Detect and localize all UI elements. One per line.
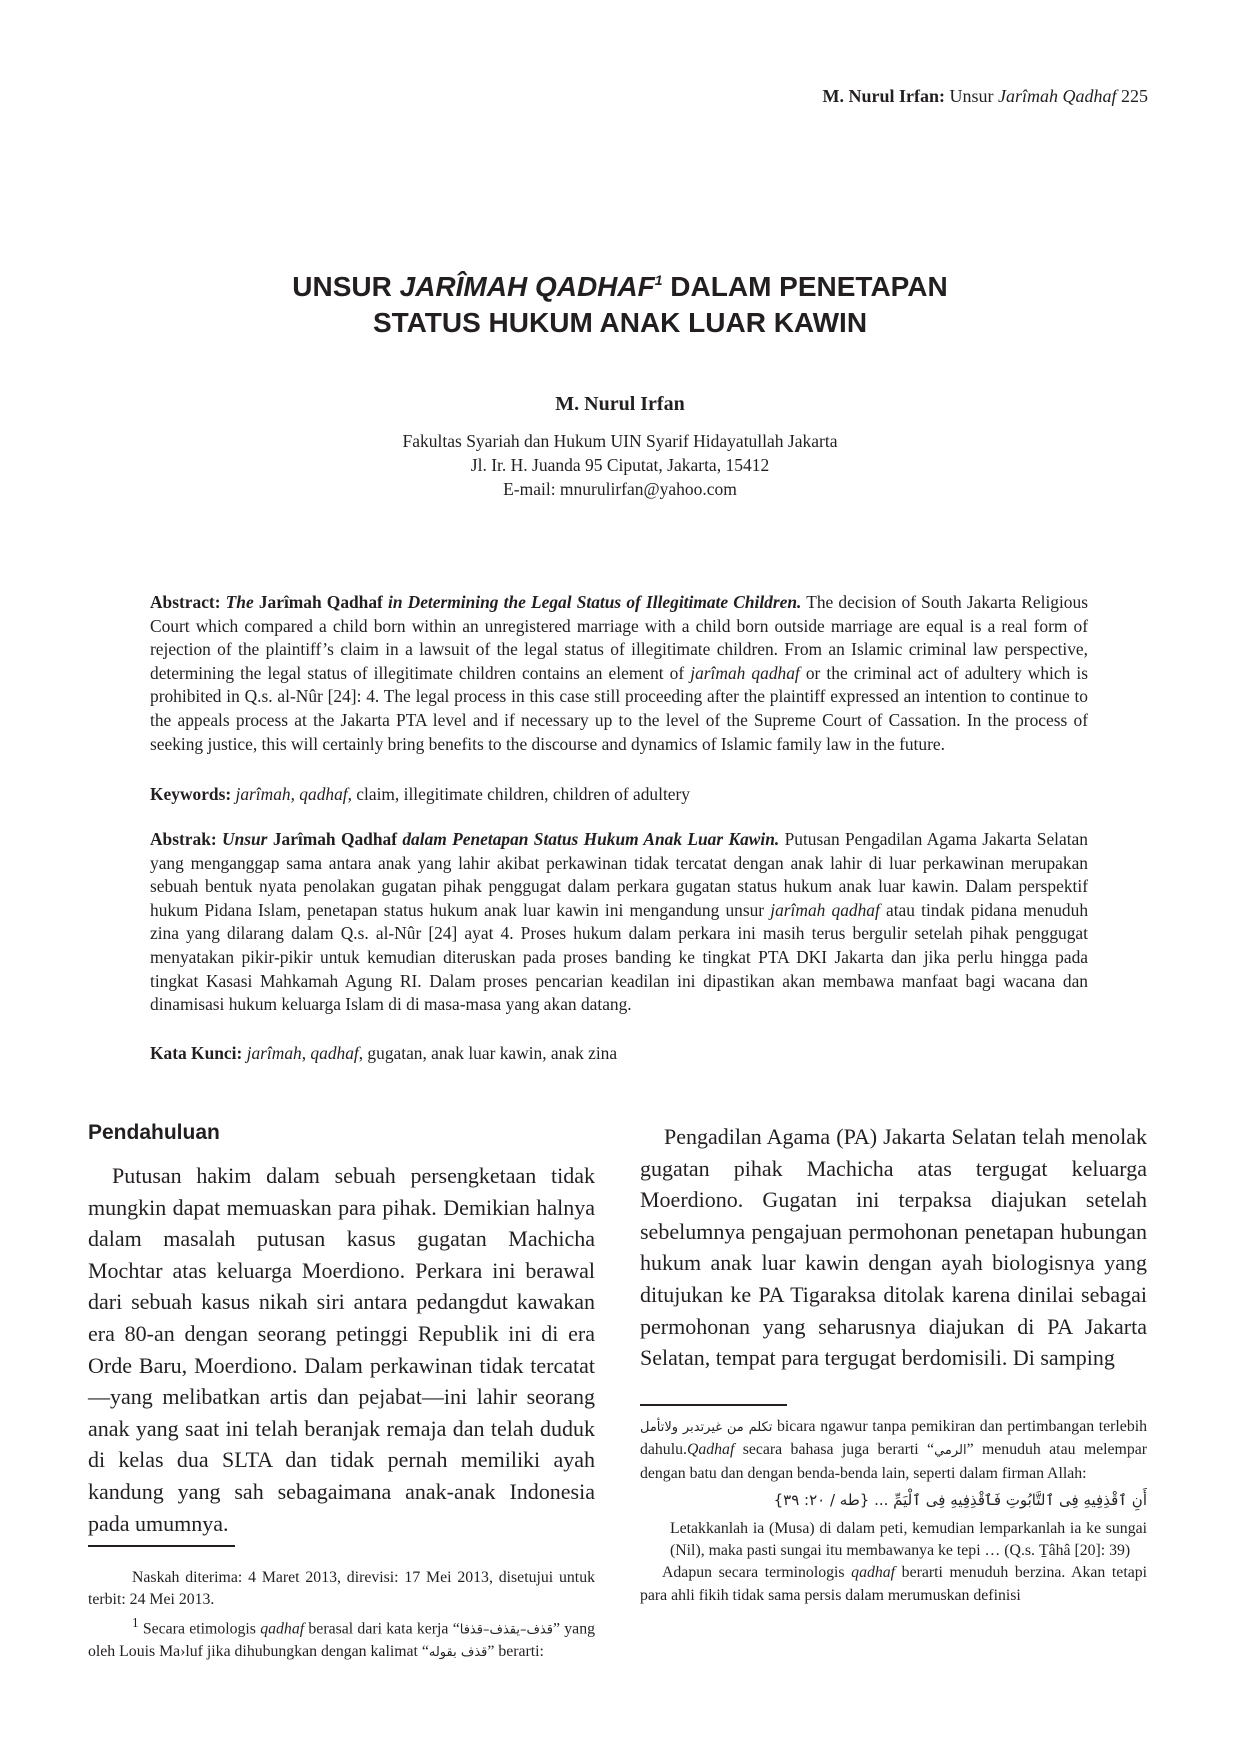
footnote-line-3: ” menuduh atau melempar dengan batu dan dengan benda-benda lain, seperti dalam firman Allah: — [640, 1441, 1148, 1482]
email: E-mail: mnurulirfan@yahoo.com — [503, 479, 737, 499]
affiliation: Fakultas Syariah dan Hukum UIN Syarif Hidayatullah Jakarta — [402, 431, 838, 451]
abstrak-text-2: atau tindak pidana menuduh zina yang dilarang dalam Q.s. al-Nûr [24] ayat 4. Proses hukum dalam perkara ini masih terus bergulir setelah pihak penggugat menyatakan pikir-pikir untuk kemudian diteruskan pada proses banding ke tingkat PTA DKI Jakarta dan jika perlu hingga pada tingkat Kasasi Mahkamah Agung RI. Dalam proses pencarian keadilan ini dipastikan akan membawa manfaat bagi wacana dan dinamisasi hukum keluarga Islam di di masa-masa yang akan datang. — [150, 899, 1089, 1015]
quran-verse: أَنِ ٱقْذِفِيهِ فِى ٱلتَّابُوتِ فَٱقْذِفِيهِ فِى ٱلْيَمِّ ... {طه / ٢٠: ٣٩} — [773, 1491, 1147, 1510]
footnote-rule-right — [640, 1404, 787, 1406]
abstract-text-2: or the criminal act of adultery which is prohibited in Q.s. al-Nûr [24]: 4. The legal process in this case still proceeding after the plaintiff expressed an intention to continue to the appeals process at the Jakarta PTA level and if necessary up to the level of the Supreme Court of Cassation. In the process of seeking justice, this will certainly bring benefits to the discourse and dynamics of Islamic family law in the future. — [150, 662, 1088, 754]
keywords-rest: claim, illegitimate children, children of adultery — [351, 784, 690, 804]
abstract-title-italic-1: The — [225, 592, 254, 612]
keyword-2: qadhaf, — [299, 784, 352, 804]
footnote-1-text-c: ” yang oleh Louis Ma›luf jika dihubungkan dengan kalimat “ — [88, 1620, 595, 1661]
abstract-en — [150, 591, 1088, 756]
footnote-1-text-a: Secara etimologis — [138, 1620, 261, 1638]
abstract-label: Abstract: — [150, 592, 221, 612]
abstract-title-italic-2: in Determining the Legal Status of Illegitimate Children. — [388, 592, 802, 612]
keywords — [150, 783, 1088, 807]
received-note: Naskah diterima: 4 Maret 2013, direvisi: 17 Mei 2013, disetujui untuk terbit: 24 Mei 2013. — [88, 1569, 595, 1609]
keyword-sep: , — [290, 784, 300, 804]
footnote-1-arabic-1: قذف–يقذف–قذفا — [459, 1622, 553, 1638]
footnote-1-term: qadhaf — [260, 1620, 305, 1638]
abstrak-title-italic-2: dalam Penetapan Status Hukum Anak Luar Kawin. — [402, 829, 780, 849]
title-line-2: STATUS HUKUM ANAK LUAR KAWIN — [372, 307, 868, 338]
body-column-left — [88, 1160, 595, 1539]
abstrak-text-1: Putusan Pengadilan Agama Jakarta Selatan yang menganggap sama antara anak yang lahir akibat perkawinan tidak tercatat dengan anak lahir di luar perkawinan merupakan sebuah bentuk nyata penolakan gugatan pihak penggugat dalam perkara gugatan status hukum anak luar kawin. Dalam perspektif hukum Pidana Islam, penetapan status hukum anak luar kawin ini mengandung unsur — [150, 829, 1088, 920]
footnote-rule-left — [88, 1545, 235, 1547]
body-column-right — [640, 1121, 1147, 1374]
running-head-title: Jarîmah Qadhaf — [998, 86, 1117, 106]
abstrak-title-bold: Jarîmah Qadhaf — [272, 829, 397, 849]
running-head-prefix: Unsur — [949, 86, 994, 106]
keywords-label: Keywords: — [150, 784, 232, 804]
kata-kunci-sep: , — [301, 1043, 311, 1063]
author-affiliation-block — [0, 429, 1240, 501]
running-head — [823, 86, 1149, 107]
terminology-term: qadhaf — [851, 1564, 896, 1582]
title-footnote-marker: 1 — [654, 272, 663, 288]
verse-translation: Letakkanlah ia (Musa) di dalam peti, kemudian lemparkanlah ia ke sungai (Nil), maka pasti sungai itu membawanya ke tepi … (Q.s. Ṯâhâ [20]: 39) — [670, 1519, 1147, 1560]
body-paragraph-right: Pengadilan Agama (PA) Jakarta Selatan telah menolak gugatan pihak Machicha atas tergugat keluarga Moerdiono. Gugatan ini terpaksa diajukan setelah sebelumnya pengajuan permohonan penetapan hubungan hukum anak luar kawin dengan ayah biologisnya yang ditujukan ke PA Tigaraksa ditolak karena dinilai sebagai permohonan yang seharusnya diajukan di PA Jakarta Selatan, tempat para tergugat berdomisili. Di samping — [640, 1124, 1147, 1371]
footnote-arabic-word: الرمي — [934, 1443, 967, 1459]
page-number: 225 — [1121, 86, 1148, 106]
abstrak-label: Abstrak: — [150, 829, 217, 849]
abstract-text-1: The decision of South Jakarta Religious Court which compared a child born within an unregistered marriage with a child born outside marriage are equal is a real form of rejection of the plaintiff’s claim in a lawsuit of the legal status of illegitimate children. From an Islamic criminal law perspective, determining the legal status of illegitimate children contains an element of — [150, 592, 1088, 683]
title-italic: JARÎMAH QADHAF — [399, 271, 655, 302]
abstract-term: jarîmah qadhaf — [690, 662, 800, 683]
article-title — [0, 262, 1240, 341]
footnote-arabic-lead: تكلم من غيرتدبر ولاتأمل — [640, 1420, 773, 1435]
keyword-1: jarîmah — [235, 784, 291, 804]
footnote-1-arabic-2: قذف بقوله — [428, 1645, 488, 1661]
footnote-1-text-d: ” berarti: — [487, 1643, 544, 1661]
title-part-2: DALAM PENETAPAN — [662, 271, 948, 302]
footnote-1-text-b: berasal dari kata kerja “ — [304, 1620, 460, 1638]
body-paragraph-left: Putusan hakim dalam sebuah persengketaan tidak mungkin dapat memuaskan para pihak. Demikian halnya dalam masalah putusan kasus gugatan Machicha Mochtar atas keluarga Moerdiono. Perkara ini berawal dari sebuah kasus nikah siri antara pedangdut kawakan era 80-an dengan seorang petinggi Republik ini di era Orde Baru, Moerdiono. Dalam perkawinan tidak tercatat—yang melibatkan artis dan pejabat—ini lahir seorang anak yang saat ini telah beranjak remaja dan telah duduk di kelas dua SLTA dan tidak pernah memiliki ayah kandung yang sah sebagaimana anak-anak Indonesia pada umumnya. — [88, 1163, 595, 1536]
kata-kunci-1: jarîmah — [246, 1043, 302, 1063]
footnote-term: Qadhaf — [686, 1441, 735, 1459]
kata-kunci-label: Kata Kunci: — [150, 1043, 243, 1063]
footnotes-right — [640, 1416, 1147, 1607]
footnote-line-1: bicara ngawur tanpa pemikiran dan pertimbangan terlebih dahulu. — [640, 1418, 1148, 1459]
terminology-text-b: berarti menuduh berzina. Akan tetapi para ahli fikih tidak sama persis dalam merumuskan definisi — [640, 1564, 1148, 1604]
author-name: M. Nurul Irfan — [555, 393, 685, 415]
section-heading: Pendahuluan — [88, 1121, 220, 1144]
abstrak-term: jarîmah qadhaf — [770, 899, 880, 920]
abstract-title-bold: Jarîmah Qadhaf — [258, 592, 383, 612]
abstract-id — [150, 828, 1088, 1017]
address: Jl. Ir. H. Juanda 95 Ciputat, Jakarta, 15412 — [470, 455, 770, 475]
terminology-text-a: Adapun secara terminologis — [662, 1564, 852, 1582]
footnote-1-number: 1 — [132, 1614, 139, 1630]
footnote-continuation — [640, 1416, 1147, 1485]
footnote-line-2: secara bahasa juga berarti “ — [734, 1441, 935, 1459]
kata-kunci — [150, 1042, 1088, 1066]
title-part-1: UNSUR — [292, 271, 400, 302]
footnote-1 — [88, 1612, 595, 1665]
footnotes-left — [88, 1567, 595, 1665]
kata-kunci-2: qadhaf — [310, 1043, 359, 1063]
footnote-terminology — [640, 1562, 1147, 1607]
abstrak-title-italic-1: Unsur — [222, 829, 268, 849]
running-head-author: M. Nurul Irfan: — [822, 86, 945, 106]
kata-kunci-rest: , gugatan, anak luar kawin, anak zina — [358, 1043, 618, 1063]
title-line-1 — [0, 262, 1240, 305]
